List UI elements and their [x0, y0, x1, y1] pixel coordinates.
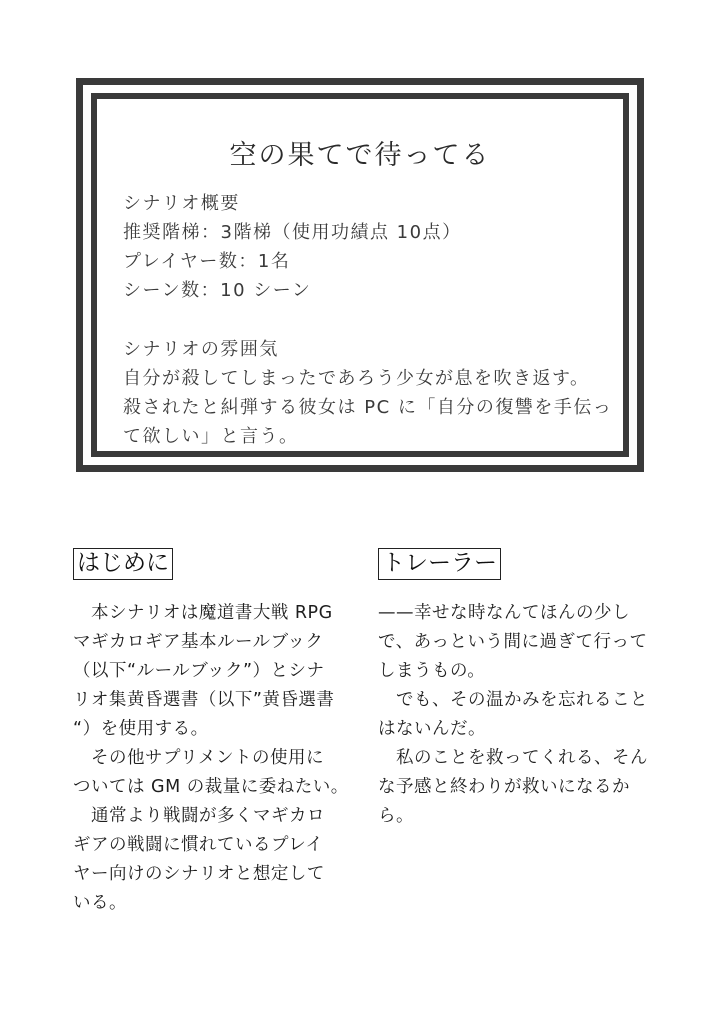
atmosphere-line: 自分が殺してしまったであろう少女が息を吹き返す。 [123, 368, 590, 389]
player-count: プレイヤー数：1名 [123, 251, 291, 272]
trailer-line: ら。 [378, 806, 414, 826]
intro-line: いる。 [73, 893, 127, 913]
intro-line: ついては GM の裁量に委ねたい。 [73, 777, 349, 797]
trailer-line: で、あっという間に過ぎて行って [378, 632, 648, 652]
intro-line: ヤー向けのシナリオと想定して [73, 864, 325, 884]
atmosphere-heading: シナリオの雰囲気 [123, 339, 279, 360]
scene-count: シーン数：10 シーン [123, 280, 312, 301]
intro-line: その他サプリメントの使用に [73, 748, 324, 768]
recommended-rank: 推奨階梯：3階梯（使用功績点 10点） [123, 222, 462, 243]
atmosphere-line: て欲しい」と言う。 [123, 426, 299, 447]
intro-line: “）を使用する。 [73, 719, 209, 739]
atmosphere-line: 殺されたと糾弾する彼女は PC に「自分の復讐を手伝っ [123, 397, 613, 418]
trailer-line: はないんだ。 [378, 719, 486, 739]
intro-line: ギアの戦闘に慣れているプレイ [73, 835, 324, 855]
overview-heading: シナリオ概要 [123, 193, 240, 214]
overview-box-inner [91, 93, 629, 457]
trailer-line: な予感と終わりが救いになるか [378, 777, 630, 797]
intro-line: 通常より戦闘が多くマギカロ [73, 806, 325, 826]
trailer-line: 私のことを救ってくれる、そん [378, 748, 648, 768]
intro-line: マギカロギア基本ルールブック [73, 632, 324, 652]
trailer-line: ——幸せな時なんてほんの少し [378, 603, 630, 623]
trailer-line: しまうもの。 [378, 661, 486, 681]
trailer-heading: トレーラー [378, 548, 501, 580]
scenario-title: 空の果てで待ってる [229, 140, 491, 171]
intro-line: 本シナリオは魔道書大戦 RPG [73, 603, 333, 623]
trailer-line: でも、その温かみを忘れること [378, 690, 648, 710]
overview-box [76, 78, 644, 472]
intro-line: （以下“ルールブック”）とシナ [73, 661, 325, 681]
intro-heading: はじめに [73, 548, 173, 580]
intro-line: リオ集黄昏選書（以下”黄昏選書 [73, 690, 335, 710]
